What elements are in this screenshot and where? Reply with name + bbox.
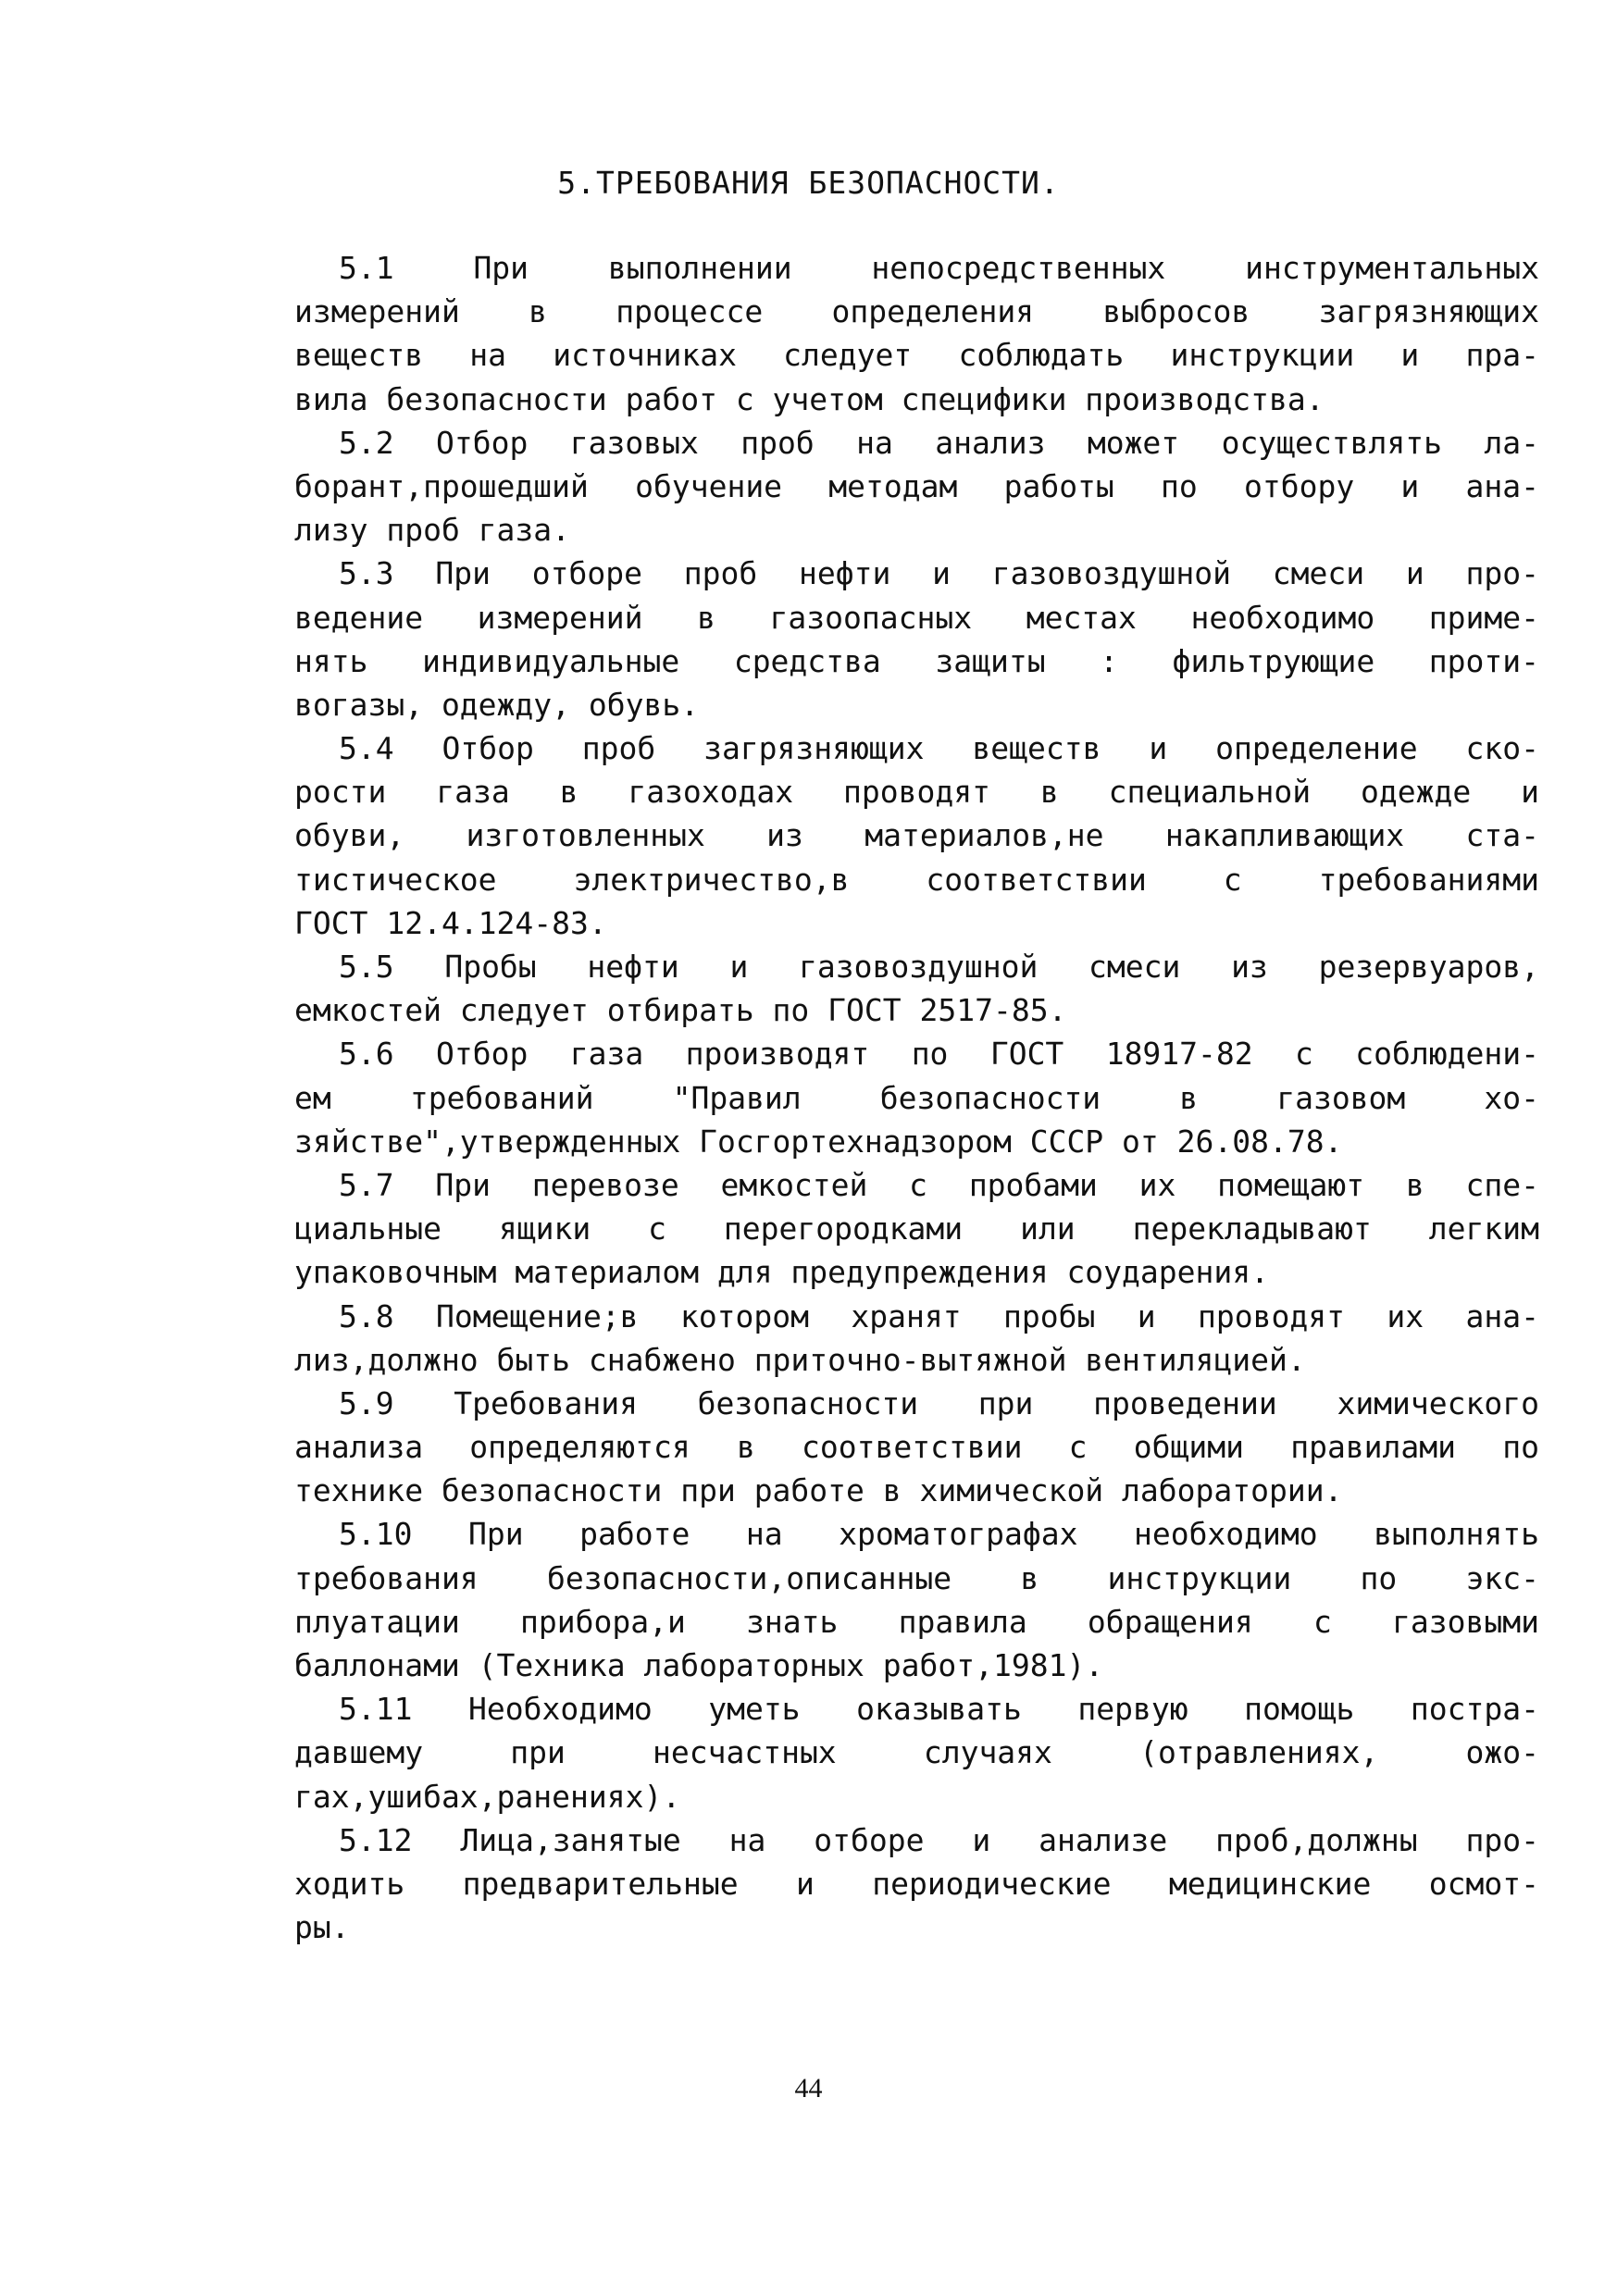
text-line: 5.4 Отбор проб загрязняющих веществ и определение ско- (339, 730, 1539, 767)
text-line: 5.3 При отборе проб нефти и газовоздушной смеси и про- (339, 555, 1539, 592)
text-line: плуатации прибора,и знать правила обращения с газовыми (294, 1603, 1539, 1640)
text-line: 5.10 При работе на хроматографах необходимо выполнять (339, 1516, 1539, 1553)
text-line: лизу проб газа. (294, 512, 571, 549)
text-line: веществ на источниках следует соблюдать инструкции и пра- (294, 337, 1539, 374)
text-line: 5.12 Лица,занятые на отборе и анализе проб,должны про- (339, 1821, 1539, 1858)
text-line: 5.6 Отбор газа производят по ГОСТ 18917-82 с соблюдени- (339, 1036, 1539, 1073)
text-line: 5.8 Помещение;в котором хранят пробы и проводят их ана- (339, 1297, 1539, 1334)
text-line: баллонами (Техника лабораторных работ,1981). (294, 1647, 1104, 1683)
text-line: 5.2 Отбор газовых проб на анализ может осуществлять ла- (339, 424, 1539, 461)
body-text (294, 246, 1539, 1949)
text-line: рости газа в газоходах проводят в специальной одежде и (294, 774, 1539, 811)
text-line: емкостей следует отбирать по ГОСТ 2517-85. (294, 992, 1067, 1029)
text-line: требования безопасности,описанные в инструкции по экс- (294, 1559, 1539, 1596)
text-line: 5.9 Требования безопасности при проведении химического (339, 1384, 1539, 1421)
text-line: 5.5 Пробы нефти и газовоздушной смеси из резервуаров, (339, 949, 1539, 985)
text-line: тистическое электричество,в соответствии с требованиями (294, 861, 1539, 898)
text-line: вогазы, одежду, обувь. (294, 686, 700, 723)
text-line: ходить предварительные и периодические медицинские осмот- (294, 1865, 1539, 1902)
page-number: 44 (794, 2073, 823, 2104)
text-line: 5.11 Необходимо уметь оказывать первую помощь постра- (339, 1691, 1539, 1728)
section-title: 5.ТРЕБОВАНИЯ БЕЗОПАСНОСТИ. (557, 165, 1060, 201)
text-line: технике безопасности при работе в химической лаборатории. (294, 1472, 1343, 1509)
text-line: 5.7 При перевозе емкостей с пробами их помещают в спе- (339, 1166, 1539, 1203)
text-line: ведение измерений в газоопасных местах необходимо приме- (294, 599, 1539, 636)
text-line: гах,ушибах,ранениях). (294, 1778, 681, 1815)
text-line: анализа определяются в соответствии с общими правилами по (294, 1429, 1539, 1466)
text-line: упаковочным материалом для предупреждения соударения. (294, 1254, 1269, 1291)
text-line: нять индивидуальные средства защиты : фильтрующие проти- (294, 642, 1539, 679)
text-line: 5.1 При выполнении непосредственных инструментальных (339, 250, 1539, 286)
text-line: циальные ящики с перегородками или перекладывают легким (294, 1210, 1539, 1247)
text-line: ГОСТ 12.4.124-83. (294, 904, 607, 941)
text-line: измерений в процессе определения выбросов загрязняющих (294, 293, 1539, 330)
text-line: обуви, изготовленных из материалов,не накапливающих ста- (294, 817, 1539, 854)
text-line: зяйстве",утвержденных Госгортехнадзором СССР от 26.08.78. (294, 1123, 1343, 1160)
text-line: ем требований "Правил безопасности в газовом хо- (294, 1079, 1539, 1116)
text-line: вила безопасности работ с учетом специфики производства. (294, 380, 1325, 417)
text-line: борант,прошедший обучение методам работы по отбору и ана- (294, 467, 1539, 504)
text-line: лиз,должно быть снабжено приточно-вытяжной вентиляцией. (294, 1341, 1306, 1378)
text-line: давшему при несчастных случаях (отравлениях, ожо- (294, 1734, 1539, 1771)
text-line: ры. (294, 1909, 350, 1946)
